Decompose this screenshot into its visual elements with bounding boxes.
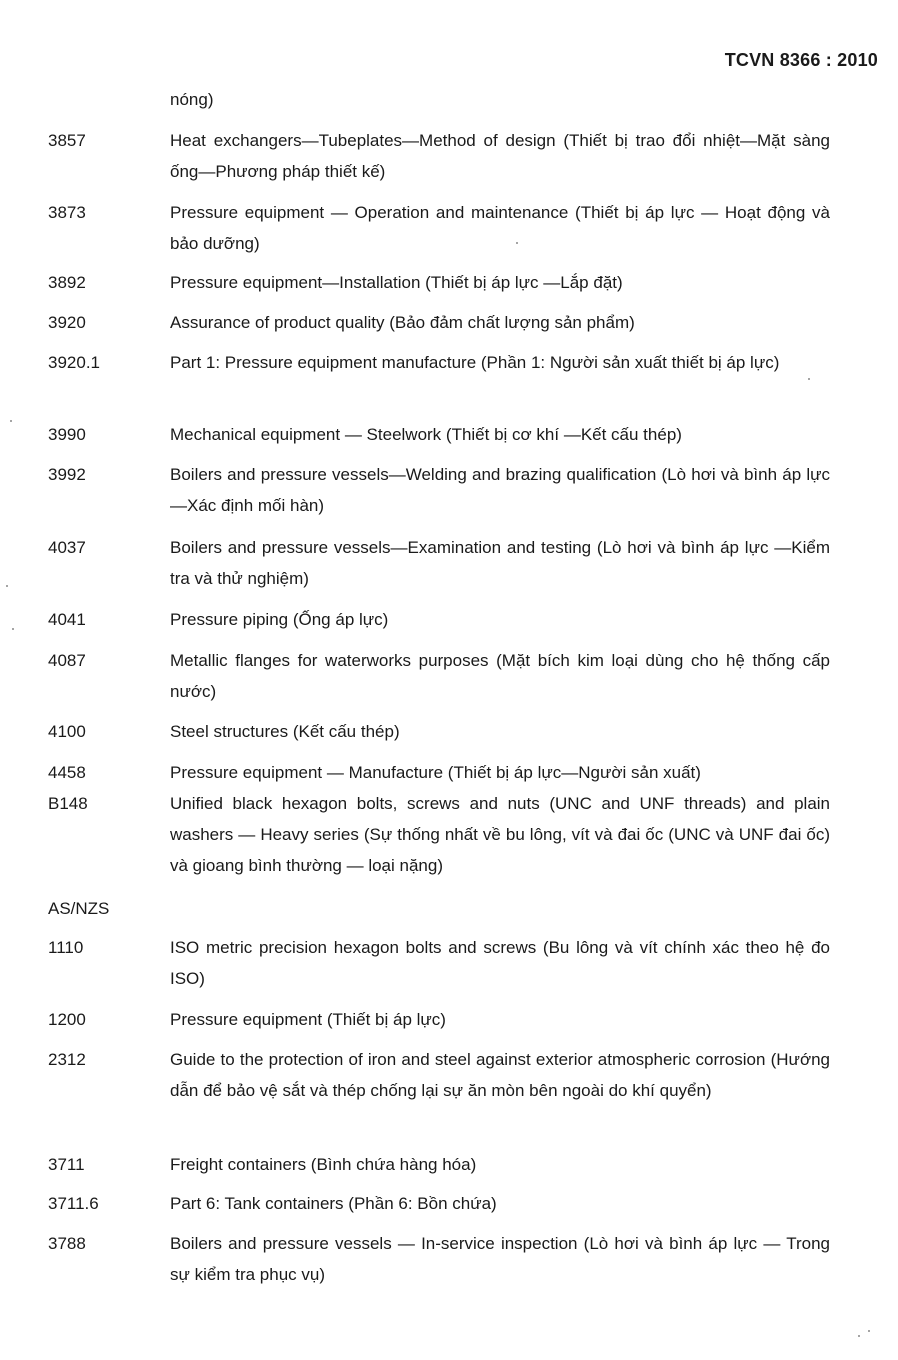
standard-code: B148 bbox=[48, 794, 88, 813]
standard-code: 3992 bbox=[48, 465, 86, 484]
standard-title: Assurance of product quality (Bảo đảm chất lượng sản phẩm) bbox=[170, 313, 635, 332]
standard-title: Pressure piping (Ống áp lực) bbox=[170, 610, 389, 629]
scan-speck bbox=[868, 1330, 870, 1332]
standard-title: Part 6: Tank containers (Phần 6: Bồn chứa) bbox=[170, 1194, 497, 1213]
standard-title: Boilers and pressure vessels — In-service inspection (Lò hơi và bình áp lực — Trong sự kiểm tra phục vụ) bbox=[170, 1234, 830, 1284]
standard-code: 2312 bbox=[48, 1050, 86, 1069]
standard-title: Metallic flanges for waterworks purposes (Mặt bích kim loại dùng cho hệ thống cấp nước) bbox=[170, 651, 830, 701]
standard-title: Boilers and pressure vessels—Welding and brazing qualification (Lò hơi và bình áp lực—Xác định mối hàn) bbox=[170, 465, 830, 515]
standard-title: Pressure equipment—Installation (Thiết bị áp lực —Lắp đặt) bbox=[170, 273, 623, 292]
standard-code: 3711.6 bbox=[48, 1194, 99, 1213]
standard-code: 4100 bbox=[48, 722, 86, 741]
scan-speck bbox=[858, 1335, 860, 1337]
standard-code: 4037 bbox=[48, 538, 86, 557]
scan-speck bbox=[12, 628, 14, 630]
standard-code: 3857 bbox=[48, 131, 86, 150]
standard-code: 3873 bbox=[48, 203, 86, 222]
standard-code: 3788 bbox=[48, 1234, 86, 1253]
scan-speck bbox=[6, 585, 8, 587]
standard-title: Guide to the protection of iron and steel against exterior atmospheric corrosion (Hướng dẫn để bảo vệ sắt và thép chống lại sự ăn mòn bên ngoài do khí quyển) bbox=[170, 1050, 830, 1100]
standard-title: ISO metric precision hexagon bolts and screws (Bu lông và vít chính xác theo hệ đo ISO) bbox=[170, 938, 830, 988]
standard-code: 3920.1 bbox=[48, 353, 100, 372]
standard-title: Pressure equipment — Manufacture (Thiết bị áp lực—Người sản xuất) bbox=[170, 763, 701, 782]
standard-title: Steel structures (Kết cấu thép) bbox=[170, 722, 400, 741]
scan-speck bbox=[516, 242, 518, 244]
standard-title: Boilers and pressure vessels—Examination and testing (Lò hơi và bình áp lực —Kiểm tra và thử nghiệm) bbox=[170, 538, 830, 588]
scan-speck bbox=[10, 420, 12, 422]
standard-title: Part 1: Pressure equipment manufacture (Phần 1: Người sản xuất thiết bị áp lực) bbox=[170, 353, 780, 372]
continuation-text: nóng) bbox=[170, 90, 214, 109]
standard-title: Freight containers (Bình chứa hàng hóa) bbox=[170, 1155, 477, 1174]
standard-title: Unified black hexagon bolts, screws and nuts (UNC and UNF threads) and plain washers — Heavy series (Sự thống nhất về bu lông, vít và đai ốc (UNC và UNF đai ốc) và gioang bình thường — loại nặng) bbox=[170, 794, 830, 875]
standard-code: 1110 bbox=[48, 938, 84, 957]
standard-code: 3711 bbox=[48, 1155, 85, 1174]
standard-title: Pressure equipment — Operation and maintenance (Thiết bị áp lực — Hoạt động và bảo dưỡng) bbox=[170, 203, 830, 253]
standard-code: 4087 bbox=[48, 651, 86, 670]
section-heading: AS/NZS bbox=[48, 899, 110, 918]
standard-title: Mechanical equipment — Steelwork (Thiết bị cơ khí —Kết cấu thép) bbox=[170, 425, 682, 444]
scan-speck bbox=[808, 378, 810, 380]
standard-title: Pressure equipment (Thiết bị áp lực) bbox=[170, 1010, 446, 1029]
standard-code: 3920 bbox=[48, 313, 86, 332]
standard-code: 4041 bbox=[48, 610, 86, 629]
standard-code: 4458 bbox=[48, 763, 86, 782]
standard-code: 3892 bbox=[48, 273, 86, 292]
standard-number: TCVN 8366 : 2010 bbox=[724, 50, 878, 70]
standard-code: 1200 bbox=[48, 1010, 86, 1029]
standard-code: 3990 bbox=[48, 425, 86, 444]
standard-title: Heat exchangers—Tubeplates—Method of design (Thiết bị trao đổi nhiệt—Mặt sàng ống—Phương pháp thiết kế) bbox=[170, 131, 830, 181]
